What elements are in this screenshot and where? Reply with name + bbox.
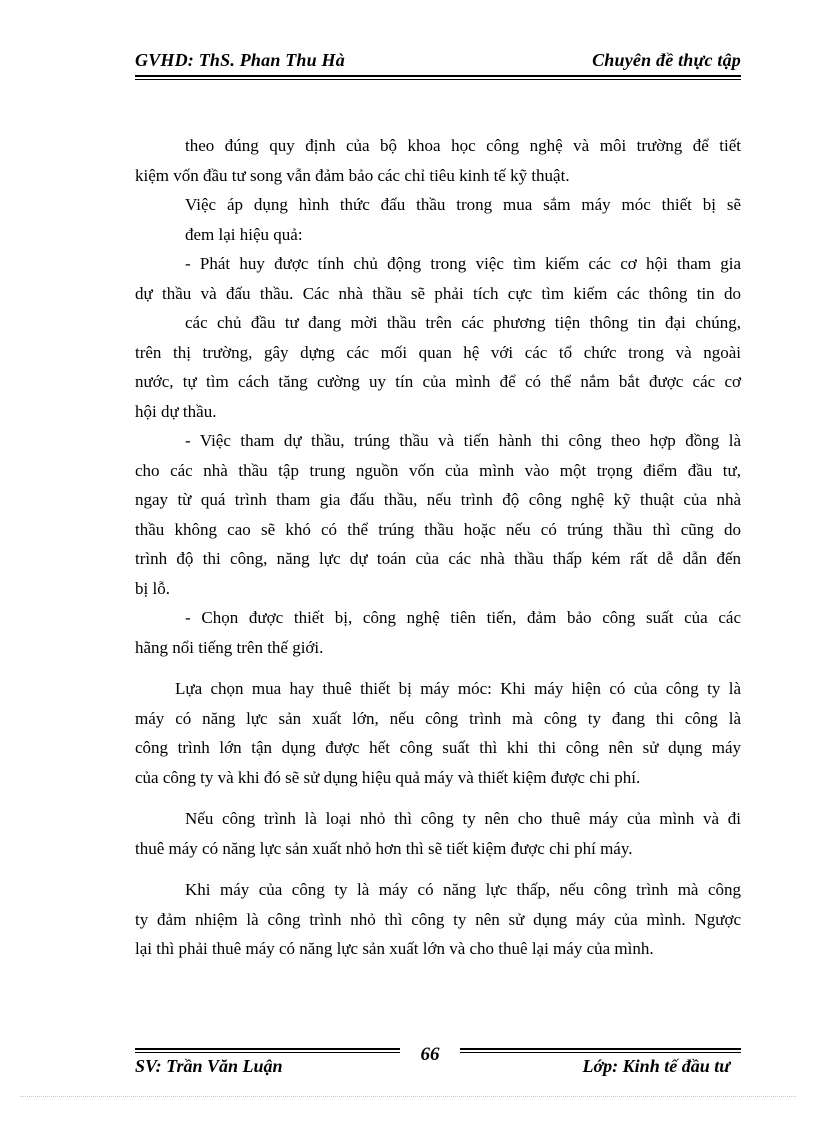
text-line: theo đúng quy định của bộ khoa học công nghệ và môi trường để tiết — [185, 136, 741, 155]
text-line: các chủ đầu tư đang mời thầu trên các phương tiện thông tin đại chúng, — [185, 313, 741, 332]
footer-class: Lớp: Kinh tế đầu tư — [582, 1056, 730, 1076]
text-line: của công ty và khi đó sẽ sử dụng hiệu quả máy và thiết kiệm được chi phí. — [135, 767, 641, 787]
text-line: lại thì phải thuê máy có năng lực sản xuất lớn và cho thuê lại máy của mình. — [135, 939, 654, 958]
text-line: Lựa chọn mua hay thuê thiết bị máy móc: Khi máy hiện có của công ty là — [175, 679, 741, 698]
footer-student: SV: Trần Văn Luận — [135, 1056, 283, 1076]
text-line: - Chọn được thiết bị, công nghệ tiên tiến, đảm bảo công suất của các — [185, 608, 741, 627]
paragraph — [135, 603, 741, 662]
text-line: nước, tự tìm cách tăng cường uy tín của mình để có thể nắm bắt được các cơ — [135, 372, 741, 391]
text-line: thuê máy có năng lực sản xuất nhỏ hơn thì sẽ tiết kiệm được chi phí máy. — [135, 838, 633, 858]
text-line: hội dự thầu. — [135, 401, 217, 421]
page-header — [135, 50, 741, 74]
paragraph — [135, 875, 741, 964]
text-line: trình độ thi công, năng lực dự toán của các nhà thầu thấp kém rất dễ dẫn đến — [135, 549, 741, 568]
text-line: thầu không cao sẽ khó có thể trúng thầu hoặc nếu có trúng thầu thì cũng do — [135, 519, 741, 539]
page-number: 66 — [400, 1044, 460, 1066]
paragraph — [135, 190, 741, 249]
text-line: hãng nổi tiếng trên thế giới. — [135, 637, 324, 657]
paragraph — [135, 426, 741, 603]
header-advisor: GVHD: ThS. Phan Thu Hà — [135, 50, 345, 70]
header-rule-thin — [135, 79, 741, 80]
paragraph — [135, 249, 741, 308]
text-line: máy có năng lực sản xuất lớn, nếu công trình mà công ty đang thi công là — [135, 708, 741, 728]
text-line: công trình lớn tận dụng được hết công suất thì khi thi công nên sử dụng máy — [135, 738, 741, 757]
text-line: dự thầu và đấu thầu. Các nhà thầu sẽ phải tích cực tìm kiếm các thông tin do — [135, 283, 741, 303]
paragraph — [135, 804, 741, 863]
text-line: - Phát huy được tính chủ động trong việc tìm kiếm các cơ hội tham gia — [185, 254, 741, 273]
document-body — [135, 131, 741, 964]
text-line: ty đảm nhiệm là công trình nhỏ thì công ty nên sử dụng máy của mình. Ngược — [135, 909, 741, 929]
text-line: Việc áp dụng hình thức đấu thầu trong mua sắm máy móc thiết bị sẽ — [185, 195, 741, 214]
text-line: kiệm vốn đầu tư song vẫn đảm bảo các chỉ tiêu kinh tế kỹ thuật. — [135, 165, 570, 185]
paragraph — [135, 674, 741, 792]
text-line: Nếu công trình là loại nhỏ thì công ty nên cho thuê máy của mình và đi — [185, 809, 741, 828]
text-line: - Việc tham dự thầu, trúng thầu và tiến hành thi công theo hợp đồng là — [185, 431, 741, 450]
text-line: đem lại hiệu quả: — [185, 224, 303, 244]
text-line: ngay từ quá trình tham gia đấu thầu, nếu trình độ công nghệ kỹ thuật của nhà — [135, 490, 741, 509]
text-line: trên thị trường, gây dựng các mối quan hệ với các tổ chức trong và ngoài — [135, 342, 741, 362]
header-title: Chuyên đề thực tập — [592, 50, 741, 70]
text-line: Khi máy của công ty là máy có năng lực thấp, nếu công trình mà công — [185, 880, 741, 899]
paragraph — [135, 131, 741, 190]
header-rule — [135, 75, 741, 77]
page-edge-divider — [20, 1096, 796, 1097]
text-line: cho các nhà thầu tập trung nguồn vốn của mình vào một trọng điểm đầu tư, — [135, 460, 741, 480]
text-line: bị lỗ. — [135, 578, 170, 598]
paragraph — [135, 308, 741, 426]
